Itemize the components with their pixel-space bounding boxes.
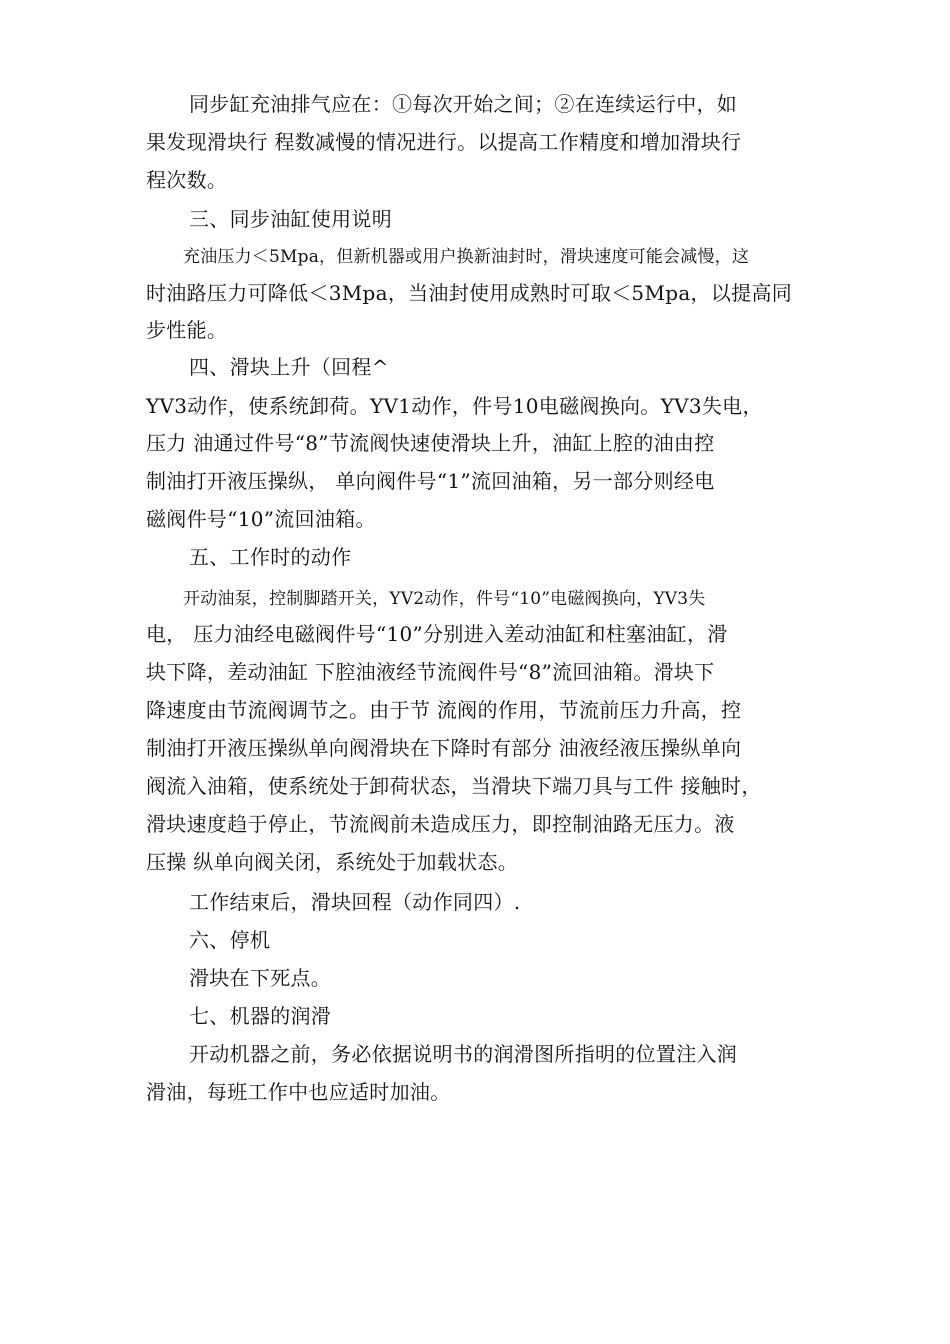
para-section-5-line-3: 块下降，差动油缸 下腔油液经节流阀件号“8”流回油箱。滑块下	[146, 660, 715, 684]
para-section-5-line-5: 制油打开液压操纵单向阀滑块在下降时有部分 油液经液压操纵单向	[146, 736, 742, 760]
para-after-work: 工作结束后，滑块回程（动作同四）.	[189, 890, 521, 914]
para-section-4-line-2: 压力 油通过件号“8”节流阀快速使滑块上升，油缸上腔的油由控	[146, 431, 715, 455]
heading-section-3: 三、同步油缸使用说明	[189, 207, 392, 231]
para-section-3-line-2: 时油路压力可降低＜3Mpa，当油封使用成熟时可取＜5Mpa，以提高同	[146, 281, 793, 305]
para-section-3-line-1: 充油压力＜5Mpa，但新机器或用户换新油封时，滑块速度可能会减慢，这	[183, 247, 750, 267]
para-section-5-line-2: 电， 压力油经电磁阀件号“10”分别进入差动油缸和柱塞油缸，滑	[146, 622, 728, 646]
para-section-3-line-3: 步性能。	[146, 318, 228, 342]
para-section-7-line-1: 开动机器之前，务必依据说明书的润滑图所指明的位置注入润	[189, 1042, 738, 1066]
para-section-6: 滑块在下死点。	[189, 966, 332, 990]
heading-section-6: 六、停机	[189, 928, 271, 952]
para-section-5-line-7: 滑块速度趋于停止，节流阀前未造成压力，即控制油路无压力。液	[146, 812, 735, 836]
para-section-4-line-1: YV3动作，使系统卸荷。YV1动作，件号10电磁阀换向。YV3失电，	[146, 394, 763, 418]
heading-section-5: 五、工作时的动作	[189, 545, 352, 569]
para-section-4-line-4: 磁阀件号“10”流回油箱。	[146, 507, 376, 531]
para-section-4-line-3: 制油打开液压操纵， 单向阀件号“1”流回油箱，另一部分则经电	[146, 469, 715, 493]
heading-section-7: 七、机器的润滑	[189, 1004, 332, 1028]
para-sync-cylinder-line-2: 果发现滑块行 程数减慢的情况进行。以提高工作精度和增加滑块行	[146, 130, 742, 154]
para-section-5-line-4: 降速度由节流阀调节之。由于节 流阀的作用，节流前压力升高，控	[146, 698, 742, 722]
para-sync-cylinder-line-1: 同步缸充油排气应在：①每次开始之间；②在连续运行中，如	[189, 92, 738, 116]
para-sync-cylinder-line-3: 程次数。	[146, 168, 228, 192]
para-section-7-line-2: 滑油，每班工作中也应适时加油。	[146, 1080, 451, 1104]
para-section-5-line-6: 阀流入油箱，使系统处于卸荷状态，当滑块下端刀具与工件 接触时，	[146, 774, 762, 798]
para-section-5-line-1: 开动油泵，控制脚踏开关，YV2动作，件号“10”电磁阀换向，YV3失	[183, 589, 706, 609]
heading-section-4: 四、滑块上升（回程^	[189, 355, 389, 379]
para-section-5-line-8: 压操 纵单向阀关闭，系统处于加载状态。	[146, 850, 519, 874]
